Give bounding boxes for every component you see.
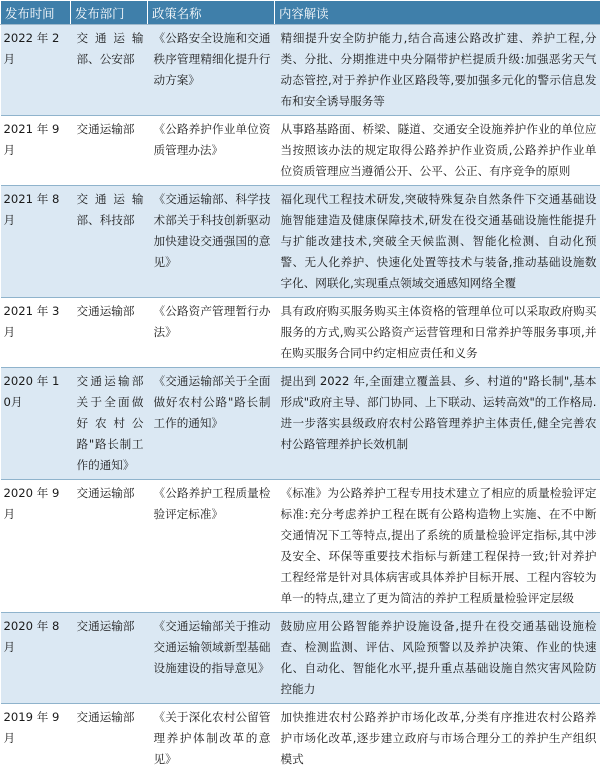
header-date: 发布时间 — [1, 1, 71, 25]
cell-policy-name: 《交通运输部关于全面做好农村公路"路长制工作的通知》 — [148, 368, 275, 480]
cell-date: 2021 年 8 月 — [1, 186, 71, 298]
cell-department: 交通运输部 — [71, 298, 148, 368]
table-row — [1, 613, 600, 704]
cell-content: 具有政府购买服务购买主体资格的管理单位可以采取政府购买服务的方式,购买公路资产运营管理和日常养护等服务事项,并在购买服务合同中约定相应责任和义务 — [275, 298, 600, 368]
table-row — [1, 368, 600, 480]
cell-department: 交通运输部、公安部 — [71, 25, 148, 116]
cell-date: 2021 年 3 月 — [1, 298, 71, 368]
cell-department: 交通运输部 — [71, 480, 148, 613]
cell-date: 2022 年 2 月 — [1, 25, 71, 116]
header-department: 发布部门 — [71, 1, 148, 25]
table-body — [1, 25, 600, 773]
cell-date: 2019 年 9 月 — [1, 704, 71, 773]
cell-content: 提出到 2022 年,全面建立覆盖县、乡、村道的"路长制",基本形成"政府主导、部门协同、上下联动、运转高效"的工作格局.进一步落实县级政府农村公路管理养护主体责任,健全完善农村公路管理养护长效机制 — [275, 368, 600, 480]
cell-content: 从事路基路面、桥梁、隧道、交通安全设施养护作业的单位应当按照该办法的规定取得公路养护作业资质,公路养护作业单位资质管理应当遵循公开、公平、公正、有序竞争的原则 — [275, 116, 600, 186]
cell-content: 福化现代工程技术研发,突破特殊复杂自然条件下交通基础设施智能建造及健康保障技术,研发在役交通基础设施性能提升与扩能改建技术,突破全天候监测、智能化检测、自动化预警、无人化养护、快速化处置等技术与装备,推动基础设施数字化、网联化,实现重点领域交通感知网络全覆 — [275, 186, 600, 298]
header-row — [1, 1, 600, 25]
table-row — [1, 298, 600, 368]
cell-content: 精细提升安全防护能力,结合高速公路改扩建、养护工程,分类、分批、分期推进中央分隔带护栏提质升级:加强恶劣天气动态管控,对于养护作业区路段等,要加强多元化的警示信息发布和安全诱导服务等 — [275, 25, 600, 116]
header-content: 内容解读 — [275, 1, 600, 25]
table-header — [1, 1, 600, 25]
cell-content: 《标准》为公路养护工程专用技术建立了相应的质量检验评定标准:充分考虑养护工程在既有公路构造物上实施、在不中断交通情况下工等特点,提出了系统的质量检验评定指标,其中涉及安全、环保等重要技术指标与新建工程保持一致;针对养护工程经常是针对具体病害或具体养护目标开展、工程内容较为单一的特点,建立了更为简洁的养护工程质量检验评定层级 — [275, 480, 600, 613]
cell-date: 2020 年 9 月 — [1, 480, 71, 613]
cell-content: 鼓励应用公路智能养护设施设备,提升在役交通基础设施检查、检测监测、评估、风险预警以及养护决策、作业的快速化、自动化、智能化水平,提升重点基础设施自然灾害风险防控能力 — [275, 613, 600, 704]
cell-content: 加快推进农村公路养护市场化改革,分类有序推进农村公路养护市场化改革,逐步建立政府与市场合理分工的养护生产组织模式 — [275, 704, 600, 773]
header-policy-name: 政策名称 — [148, 1, 275, 25]
cell-department: 交通运输部 — [71, 704, 148, 773]
cell-department: 交通运输部关于全面做好农村公路"路长制工作的通知》 — [71, 368, 148, 480]
cell-date: 2020 年 8 月 — [1, 613, 71, 704]
cell-policy-name: 《公路养护作业单位资质管理办法》 — [148, 116, 275, 186]
cell-department: 交通运输部、科技部 — [71, 186, 148, 298]
cell-policy-name: 《公路养护工程质量检验评定标准》 — [148, 480, 275, 613]
table-row — [1, 25, 600, 116]
cell-department: 交通运输部 — [71, 116, 148, 186]
cell-department: 交通运输部 — [71, 613, 148, 704]
table-row — [1, 186, 600, 298]
cell-date: 2020 年 10月 — [1, 368, 71, 480]
table-row — [1, 704, 600, 773]
table-row — [1, 116, 600, 186]
cell-policy-name: 《交通运输部、科学技术部关于科技创新驱动加快建设交通强国的意见》 — [148, 186, 275, 298]
table-row — [1, 480, 600, 613]
cell-policy-name: 《交通运输部关于推动交通运输领域新型基础设施建设的指导意见》 — [148, 613, 275, 704]
cell-date: 2021 年 9 月 — [1, 116, 71, 186]
cell-policy-name: 《关于深化农村公留管理养护体制改革的意见》 — [148, 704, 275, 773]
cell-policy-name: 《公路安全设施和交通秩序管理精细化提升行动方案》 — [148, 25, 275, 116]
cell-policy-name: 《公路资产管理暂行办法》 — [148, 298, 275, 368]
